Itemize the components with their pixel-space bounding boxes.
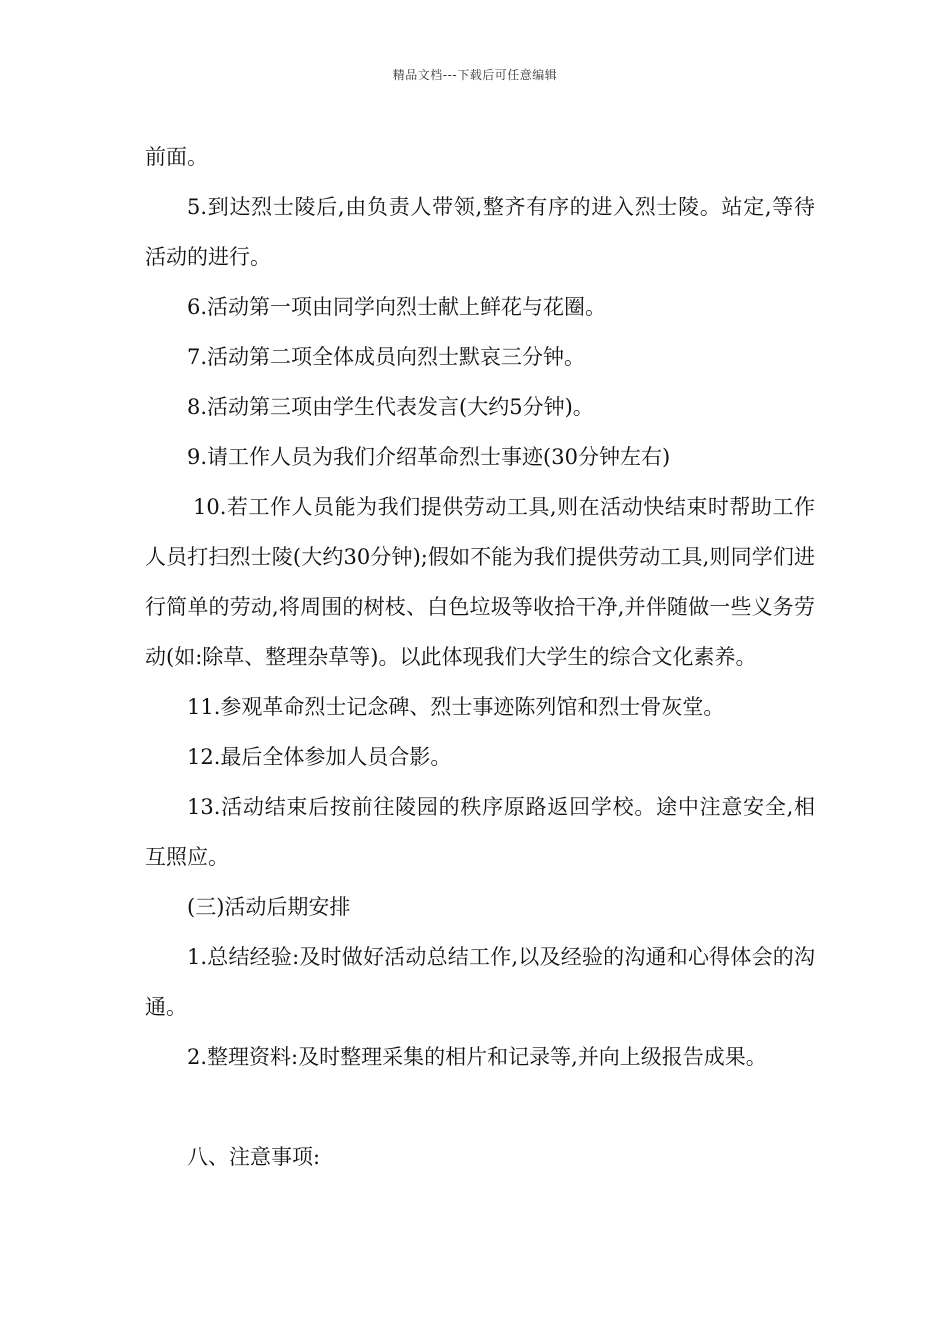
paragraph-post-item-2: 2.整理资料:及时整理采集的相片和记录等,并向上级报告成果。: [187, 1045, 767, 1069]
paragraph-continuation: 前面。: [145, 145, 208, 169]
paragraph-item-11: 11.参观革命烈士记念碑、烈士事迹陈列馆和烈士骨灰堂。: [187, 695, 725, 719]
section-heading-post-activity: (三)活动后期安排: [187, 895, 351, 919]
paragraph-item-12: 12.最后全体参加人员合影。: [187, 745, 452, 769]
spacer: [145, 1082, 815, 1132]
page-header: 精品文档---下载后可任意编辑: [392, 68, 558, 82]
paragraph-item-6: 6.活动第一项由同学向烈士献上鲜花与花圈。: [187, 295, 607, 319]
paragraph-item-5: 5.到达烈士陵后,由负责人带领,整齐有序的进入烈士陵。站定,等待活动的进行。: [145, 195, 815, 269]
paragraph-item-13: 13.活动结束后按前往陵园的秩序原路返回学校。途中注意安全,相互照应。: [145, 795, 815, 869]
section-heading-notes: 八、注意事项:: [187, 1145, 321, 1169]
paragraph-item-10: 10.若工作人员能为我们提供劳动工具,则在活动快结束时帮助工作人员打扫烈士陵(大约30分钟);假如不能为我们提供劳动工具,则同学们进行简单的劳动,将周围的树枝、白色垃圾等收拾干净,并伴随做一些义务劳动(如:除草、整理杂草等)。以此体现我们大学生的综合文化素养。: [145, 495, 815, 669]
paragraph-post-item-1: 1.总结经验:及时做好活动总结工作,以及经验的沟通和心得体会的沟通。: [145, 945, 815, 1019]
paragraph-item-9: 9.请工作人员为我们介绍革命烈士事迹(30分钟左右): [187, 445, 671, 469]
document-body: [145, 132, 815, 1182]
paragraph-item-7: 7.活动第二项全体成员向烈士默哀三分钟。: [187, 345, 586, 369]
paragraph-item-8: 8.活动第三项由学生代表发言(大约5分钟)。: [187, 395, 594, 419]
